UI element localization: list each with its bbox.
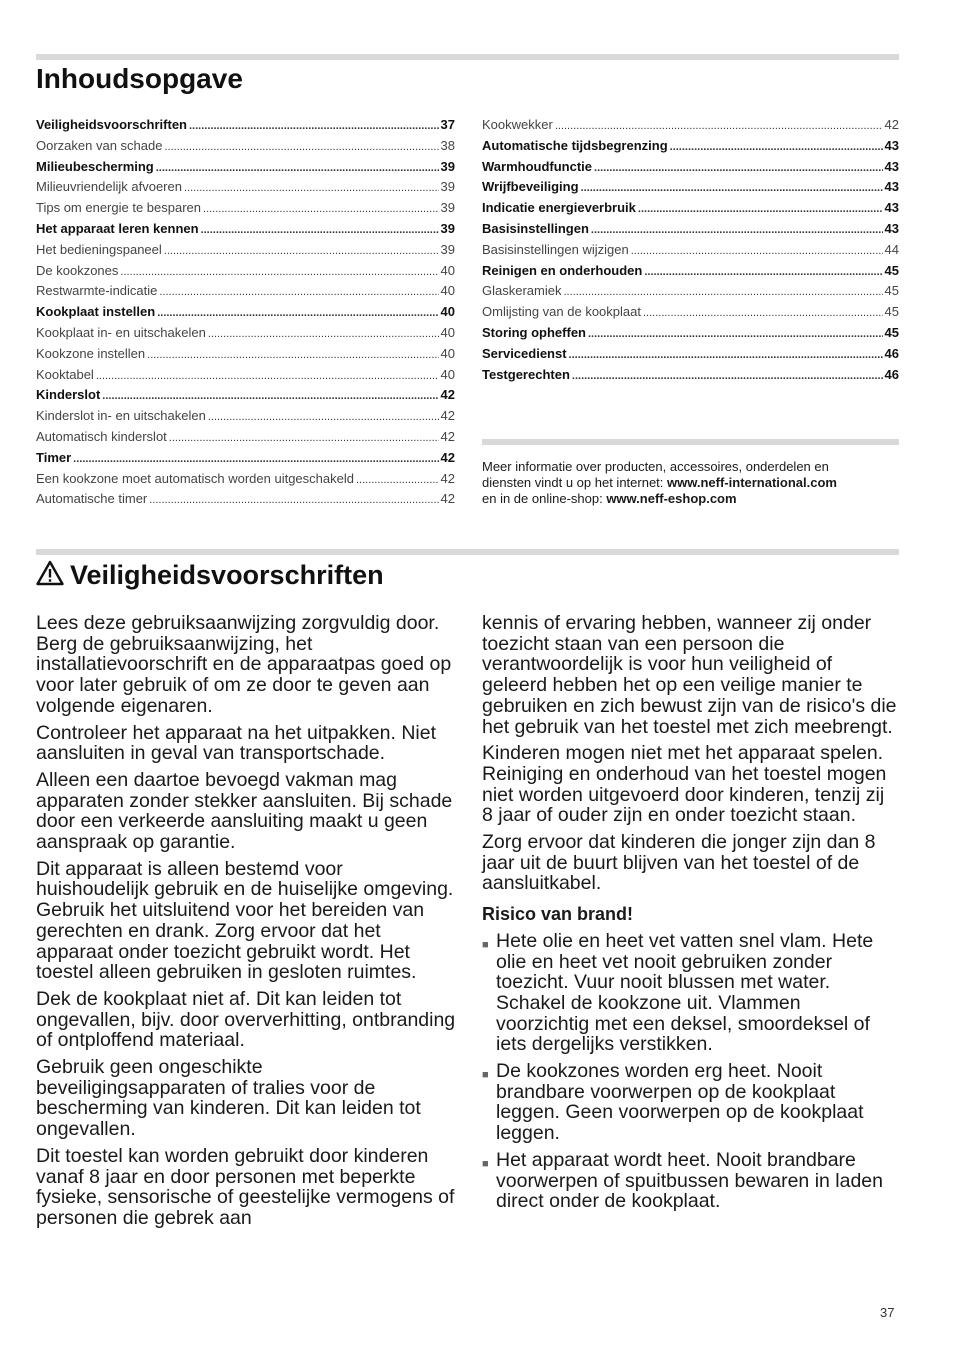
top-rule [36, 54, 899, 60]
right-paragraphs [482, 613, 899, 894]
toc-entry[interactable] [482, 198, 899, 219]
toc-entry-page: 42 [440, 470, 455, 486]
toc-entry-page: 46 [884, 345, 899, 361]
toc-entry[interactable] [36, 198, 455, 219]
toc-dot-leader [594, 158, 883, 179]
toc-entry-title: Het apparaat leren kennen [36, 220, 199, 236]
toc-dot-leader [102, 386, 438, 407]
toc-entry-title: Testgerechten [482, 366, 570, 382]
fire-bullet-item [482, 1061, 899, 1144]
toc-dot-leader [569, 345, 883, 366]
body-paragraph: Controleer het apparaat na het uitpakken. Niet aansluiten in geval van transportschade. [36, 721, 437, 765]
toc-entry[interactable] [482, 344, 899, 365]
toc-entry[interactable] [36, 115, 455, 136]
toc-entry-page: 37 [440, 117, 455, 132]
toc-entry-page: 39 [440, 179, 455, 195]
toc-entry-title: Reinigen en onderhouden [482, 262, 643, 278]
toc-entry-title: Kinderslot [36, 387, 101, 403]
toc-entry-title: Storing opheffen [482, 324, 586, 340]
toc-dot-leader [159, 282, 438, 303]
toc-entry-title: Wrijfbeveiliging [482, 179, 579, 195]
toc-dot-leader [563, 282, 882, 303]
toc-entry[interactable] [36, 261, 455, 282]
toc-dot-leader [670, 137, 883, 158]
toc-entry-title: Restwarmte-indicatie [36, 283, 158, 299]
info-block [482, 459, 899, 507]
toc-dot-leader [203, 199, 439, 220]
toc-entry-page: 38 [440, 137, 455, 153]
toc-dot-leader [631, 241, 883, 262]
toc-entry-page: 40 [440, 304, 455, 320]
toc-entry-page: 45 [884, 324, 899, 340]
toc-entry-title: Kooktabel [36, 366, 94, 382]
toc-entry[interactable] [482, 240, 899, 261]
body-paragraph: Gebruik geen ongeschikte beveiligingsapparaten of tralies voor de bescherming van kinderen. Dit kan leiden tot ongevallen. [36, 1056, 421, 1141]
toc-entry[interactable] [482, 219, 899, 240]
toc-entry-title: Basisinstellingen [482, 220, 589, 236]
toc-entry[interactable] [36, 240, 455, 261]
bullet-square-icon: ■ [482, 1069, 489, 1082]
toc-entry-page: 42 [440, 491, 455, 507]
toc-entry-title: Veiligheidsvoorschriften [36, 117, 187, 132]
toc-entry-page: 46 [884, 366, 899, 382]
toc-entry-title: Tips om energie te besparen [36, 200, 202, 216]
toc-entry-title: Kookzone instellen [36, 345, 146, 361]
toc-entry-page: 44 [884, 241, 899, 257]
toc-entry-title: Kookwekker [482, 117, 553, 132]
body-paragraph: Dit toestel kan worden gebruikt door kinderen vanaf 8 jaar en door personen met beperkte fysieke, sensorische of geestelijke vermogens of personen die gebrek aan [36, 1144, 455, 1229]
toc-dot-leader [591, 220, 883, 241]
toc-entry-page: 40 [440, 283, 455, 299]
fire-heading: Risico van brand! [482, 904, 634, 925]
toc-entry-page: 39 [440, 241, 455, 257]
toc-entry-page: 43 [884, 200, 899, 216]
toc-entry-title: Milieuvriendelijk afvoeren [36, 179, 182, 195]
toc-dot-leader [73, 449, 438, 470]
toc-entry-page: 40 [440, 324, 455, 340]
toc-entry[interactable] [482, 177, 899, 198]
toc-entry-page: 45 [884, 262, 899, 278]
toc-dot-leader [120, 262, 438, 283]
toc-dot-leader [588, 324, 883, 345]
toc-dot-leader [156, 158, 439, 179]
toc-dot-leader [356, 470, 439, 491]
body-paragraph: Lees deze gebruiksaanwijzing zorgvuldig door. Berg de gebruiksaanwijzing, het installatievoorschrift en de apparaatpas goed op voor later gebruik of om ze door te geven aan volgende eigenaren. [36, 612, 452, 717]
toc-dot-leader [208, 407, 439, 428]
body-paragraph: Dek de kookplaat niet af. Dit kan leiden tot ongevallen, bijv. door oververhitting, ontbranding of ontploffend materiaal. [36, 987, 456, 1052]
body-paragraph: Kinderen mogen niet met het apparaat spelen. Reiniging en onderhoud van het toestel mogen niet worden uitgevoerd door kinderen, tenzij zij 8 jaar of ouder zijn en onder toezicht staan. [482, 742, 887, 827]
toc-entry-title: Kookplaat instellen [36, 304, 156, 320]
toc-dot-leader [189, 116, 439, 137]
page-number: 37 [880, 1305, 895, 1320]
toc-dot-leader [164, 137, 438, 158]
toc-dot-leader [149, 490, 438, 511]
toc-entry[interactable] [36, 385, 455, 406]
toc-entry-page: 39 [440, 158, 455, 174]
toc-entry-title: Indicatie energieverbruik [482, 200, 636, 216]
fire-bullet-item [482, 931, 899, 1055]
toc-entry-page: 40 [440, 262, 455, 278]
warning-triangle-icon [36, 560, 64, 594]
toc-dot-leader [581, 178, 883, 199]
toc-entry-title: Omlijsting van de kookplaat [482, 304, 641, 320]
toc-dot-leader [644, 262, 882, 283]
toc-entry-page: 42 [440, 428, 455, 444]
toc-entry-page: 39 [440, 200, 455, 216]
bullet-square-icon: ■ [482, 1157, 489, 1170]
bullet-text: Het apparaat wordt heet. Nooit brandbare voorwerpen of spuitbussen bewaren in laden direct onder de kookplaat. [496, 1148, 884, 1213]
toc-entry[interactable] [36, 365, 455, 386]
fire-bullet-item [482, 1150, 899, 1212]
toc-dot-leader [638, 199, 883, 220]
safety-rule [36, 549, 899, 555]
safety-left-column [36, 613, 456, 1235]
toc-entry-title: Milieubescherming [36, 158, 154, 174]
body-paragraph: Dit apparaat is alleen bestemd voor huishoudelijk gebruik en de huiselijke omgeving. Gebruik het uitsluitend voor het bereiden van gerechten en drank. Zorg ervoor dat het apparaat onder toezicht gebruikt wordt. Het toestel alleen gebruiken in gesloten ruimtes. [36, 857, 454, 984]
toc-entry-title: Basisinstellingen wijzigen [482, 241, 629, 257]
toc-entry-page: 42 [440, 387, 455, 403]
toc-entry[interactable] [482, 157, 899, 178]
toc-entry[interactable] [482, 302, 899, 323]
toc-entry-page: 40 [440, 345, 455, 361]
toc-dot-leader [96, 366, 439, 387]
toc-entry-title: Het bedieningspaneel [36, 241, 162, 257]
toc-entry-page: 43 [884, 220, 899, 236]
international-link[interactable]: www.neff-international.com [667, 475, 837, 490]
toc-entry-page: 42 [440, 449, 455, 465]
toc-entry[interactable] [36, 406, 455, 427]
toc-entry-title: De kookzones [36, 262, 119, 278]
toc-entry-page: 45 [884, 304, 899, 320]
bullet-square-icon: ■ [482, 938, 489, 951]
toc-entry[interactable] [36, 344, 455, 365]
info-rule [482, 439, 899, 445]
toc-dot-leader [169, 428, 439, 449]
toc-entry[interactable] [36, 448, 455, 469]
toc-dot-leader [147, 345, 438, 366]
toc-entry[interactable] [482, 136, 899, 157]
toc-entry[interactable] [36, 136, 455, 157]
toc-entry-title: Glaskeramiek [482, 283, 562, 299]
toc-entry[interactable] [36, 302, 455, 323]
toc-entry[interactable] [36, 281, 455, 302]
toc-entry[interactable] [36, 323, 455, 344]
info-line-2: diensten vindt u op het internet: www.neff-international.com [482, 475, 837, 490]
toc-right-column [482, 115, 899, 385]
toc-dot-leader [643, 303, 883, 324]
toc-dot-leader [164, 241, 439, 262]
toc-dot-leader [555, 116, 883, 137]
bullet-text: De kookzones worden erg heet. Nooit brandbare voorwerpen op de kookplaat leggen. Geen voorwerpen op de kookplaat leggen. [496, 1060, 864, 1145]
toc-entry-page: 40 [440, 366, 455, 382]
toc-entry-page: 39 [440, 220, 455, 236]
toc-entry[interactable] [482, 281, 899, 302]
toc-entry-title: Kookplaat in- en uitschakelen [36, 324, 206, 340]
toc-entry-title: Warmhoudfunctie [482, 158, 593, 174]
bullet-text: Hete olie en heet vet vatten snel vlam. Hete olie en heet vet nooit gebruiken zonder toezicht. Vuur nooit blussen met water. Schakel de kookzone uit. Vlammen voorzichtig met een deksel, smoordeksel of iets dergelijks verstikken. [496, 929, 874, 1056]
toc-entry-title: Automatische timer [36, 491, 148, 507]
toc-dot-leader [572, 366, 883, 387]
toc-entry-title: Automatisch kinderslot [36, 428, 167, 444]
info-line-1: Meer informatie over producten, accessoires, onderdelen en [482, 459, 829, 474]
toc-entry-title: Servicedienst [482, 345, 567, 361]
toc-entry[interactable] [36, 427, 455, 448]
toc-entry[interactable] [36, 469, 455, 490]
toc-entry[interactable] [36, 489, 455, 510]
toc-dot-leader [157, 303, 438, 324]
toc-entry-page: 43 [884, 158, 899, 174]
body-paragraph: Zorg ervoor dat kinderen die jonger zijn dan 8 jaar uit de buurt blijven van het toestel of de aansluitkabel. [482, 831, 876, 895]
toc-entry[interactable] [482, 365, 899, 386]
toc-entry-page: 42 [884, 117, 899, 132]
toc-entry[interactable] [482, 261, 899, 282]
toc-entry[interactable] [482, 323, 899, 344]
safety-title: Veiligheidsvoorschriften [36, 558, 384, 594]
eshop-link[interactable]: www.neff-eshop.com [606, 491, 737, 506]
info-line-3: en in de online-shop: www.neff-eshop.com [482, 491, 737, 506]
toc-entry-page: 43 [884, 137, 899, 153]
toc-title: Inhoudsopgave [36, 63, 243, 94]
toc-entry-title: Automatische tijdsbegrenzing [482, 137, 668, 153]
toc-entry-page: 42 [440, 408, 455, 424]
toc-left-column [36, 115, 455, 510]
body-paragraph: Alleen een daartoe bevoegd vakman mag apparaten zonder stekker aansluiten. Bij schade door een verkeerde aansluiting maakt u geen aanspraak op garantie. [36, 768, 453, 854]
safety-right-column [482, 613, 899, 1218]
toc-entry-title: Kinderslot in- en uitschakelen [36, 408, 206, 424]
toc-entry-title: Oorzaken van schade [36, 137, 163, 153]
toc-entry[interactable] [36, 219, 455, 240]
fire-bullet-list [482, 931, 899, 1212]
toc-entry[interactable] [482, 115, 899, 136]
toc-dot-leader [208, 324, 439, 345]
toc-entry-title: Een kookzone moet automatisch worden uitgeschakeld [36, 470, 354, 486]
toc-dot-leader [201, 220, 439, 241]
toc-dot-leader [184, 178, 439, 199]
toc-entry[interactable] [36, 157, 455, 178]
body-paragraph: kennis of ervaring hebben, wanneer zij onder toezicht staan van een persoon die verantwoordelijk is voor hun veiligheid of geleerd hebben het op een veilige manier te gebruiken en zich bewust zijn van de risico's die het gebruik van het toestel met zich meebrengt. [482, 612, 897, 738]
toc-entry-page: 45 [884, 283, 899, 299]
toc-entry[interactable] [36, 177, 455, 198]
toc-entry-page: 43 [884, 179, 899, 195]
toc-entry-title: Timer [36, 449, 72, 465]
